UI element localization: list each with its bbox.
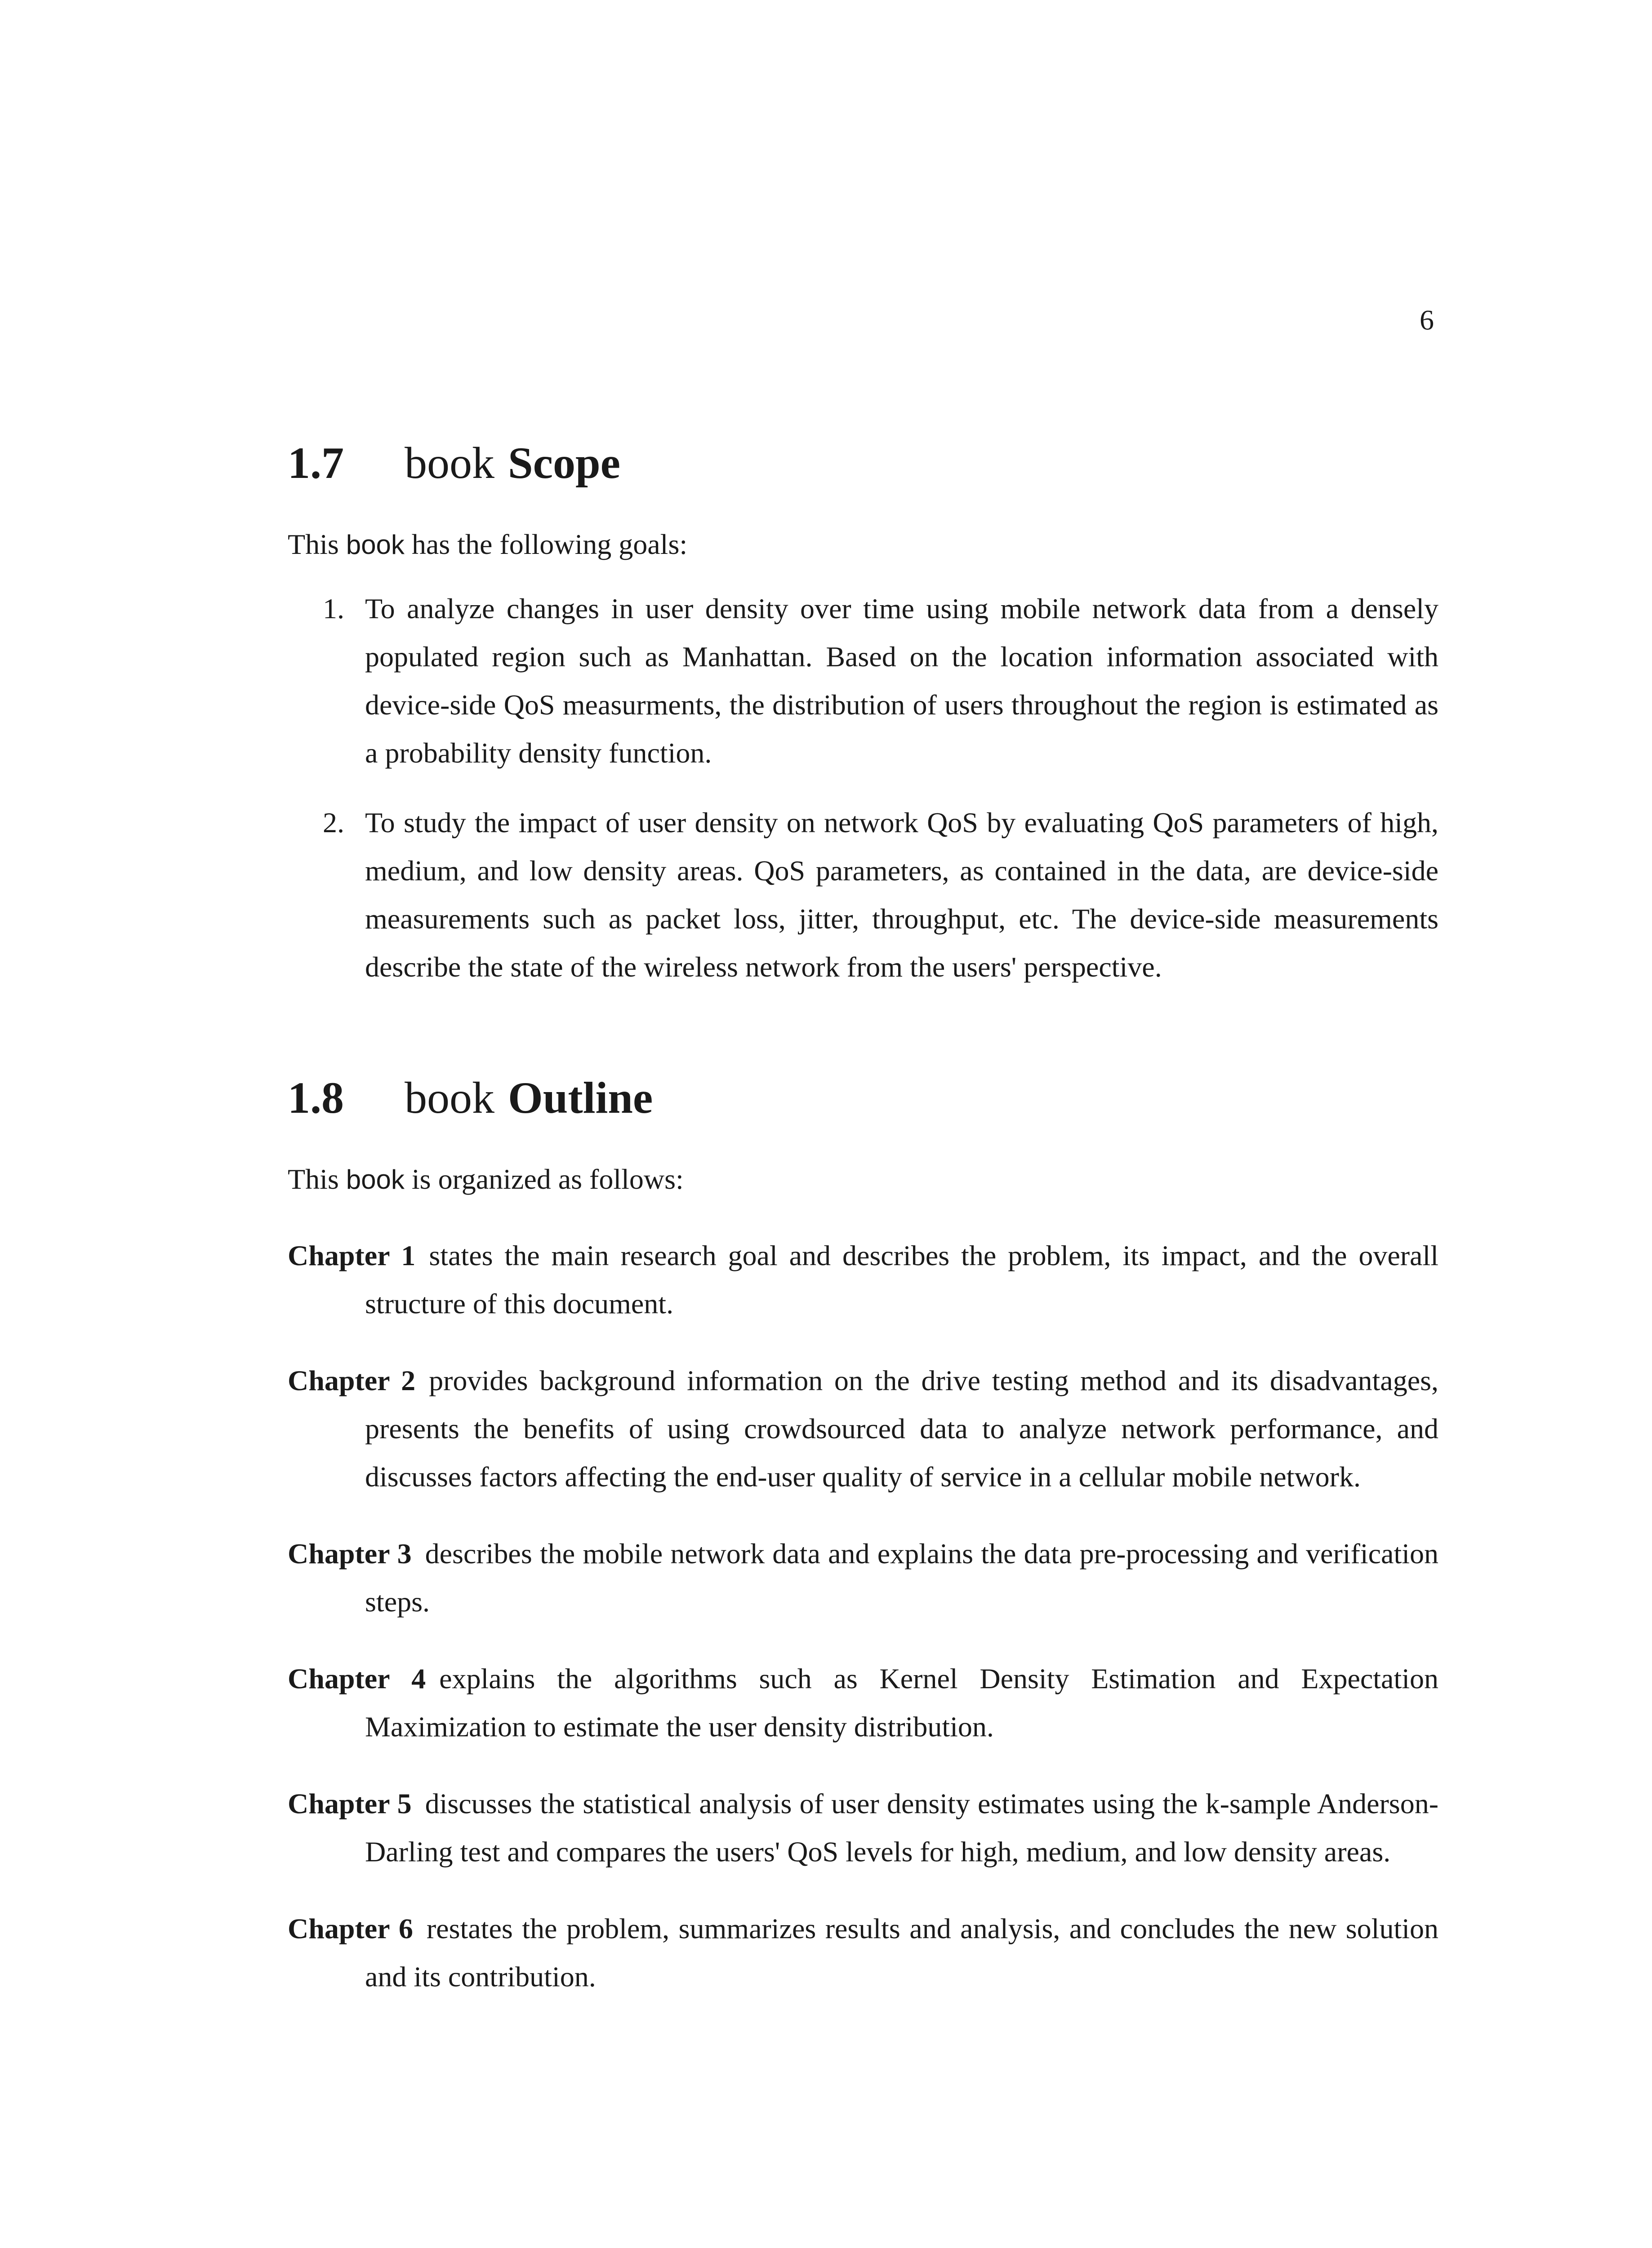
section-word: book: [405, 438, 494, 488]
goal-item: [288, 798, 1438, 991]
page-content: [288, 436, 1438, 2022]
scope-intro: [288, 522, 1438, 567]
chapter-text: restates the problem, summarizes results and analysis, and concludes the new solution and its contribution.: [365, 1912, 1439, 1993]
chapter-text: explains the algorithms such as Kernel Density Estimation and Expectation Maximization to estimate the user density distribution.: [365, 1662, 1438, 1743]
intro-word: book: [346, 1164, 405, 1195]
intro-pre: This: [288, 528, 346, 560]
section-heading-scope: [288, 436, 1438, 490]
intro-post: is organized as follows:: [404, 1163, 684, 1195]
goal-number: 1.: [323, 593, 344, 625]
goal-text: To analyze changes in user density over time using mobile network data from a densely populated region such as Manhattan. Based on the location information associated with device-side QoS measurments, the distribution of users throughout the region is estimated as a probability density function.: [365, 593, 1438, 769]
chapter-item: [288, 1905, 1438, 2001]
chapter-label: Chapter 3: [288, 1537, 412, 1570]
section-title: Scope: [508, 438, 620, 488]
goals-list: [288, 584, 1438, 991]
section-word: book: [405, 1073, 494, 1123]
chapter-label: Chapter 1: [288, 1239, 416, 1271]
chapter-item: [288, 1231, 1438, 1328]
chapter-item: [288, 1655, 1438, 1751]
intro-word: book: [346, 530, 405, 560]
intro-post: has the following goals:: [404, 528, 688, 560]
outline-intro: [288, 1156, 1438, 1202]
section-heading-outline: [288, 1071, 1438, 1125]
chapter-item: [288, 1356, 1438, 1501]
chapter-text: describes the mobile network data and explains the data pre-processing and verification steps.: [365, 1537, 1439, 1618]
chapter-list: [288, 1231, 1438, 2001]
chapter-label: Chapter 2: [288, 1364, 416, 1396]
intro-pre: This: [288, 1163, 346, 1195]
chapter-label: Chapter 6: [288, 1912, 413, 1945]
chapter-label: Chapter 4: [288, 1662, 426, 1695]
section-number: 1.7: [288, 438, 344, 488]
chapter-label: Chapter 5: [288, 1787, 412, 1820]
chapter-item: [288, 1780, 1438, 1876]
goal-text: To study the impact of user density on network QoS by evaluating QoS parameters of high, medium, and low density areas. QoS parameters, as contained in the data, are device-side measurements such as packet loss, jitter, throughput, etc. The device-side measurements describe the state of the wireless network from the users' perspective.: [365, 807, 1438, 983]
chapter-text: states the main research goal and describes the problem, its impact, and the overall structure of this document.: [365, 1239, 1439, 1320]
section-number: 1.8: [288, 1073, 344, 1123]
chapter-text: provides background information on the drive testing method and its disadvantages, presents the benefits of using crowdsourced data to analyze network performance, and discusses factors affecting the end-user quality of service in a cellular mobile network.: [365, 1364, 1439, 1493]
page-number: 6: [1420, 304, 1434, 336]
chapter-text: discusses the statistical analysis of user density estimates using the k-sample Anderson-Darling test and compares the users' QoS levels for high, medium, and low density areas.: [365, 1787, 1438, 1868]
goal-item: [288, 584, 1438, 777]
section-title: Outline: [508, 1073, 653, 1123]
goal-number: 2.: [323, 807, 344, 839]
chapter-item: [288, 1530, 1438, 1626]
